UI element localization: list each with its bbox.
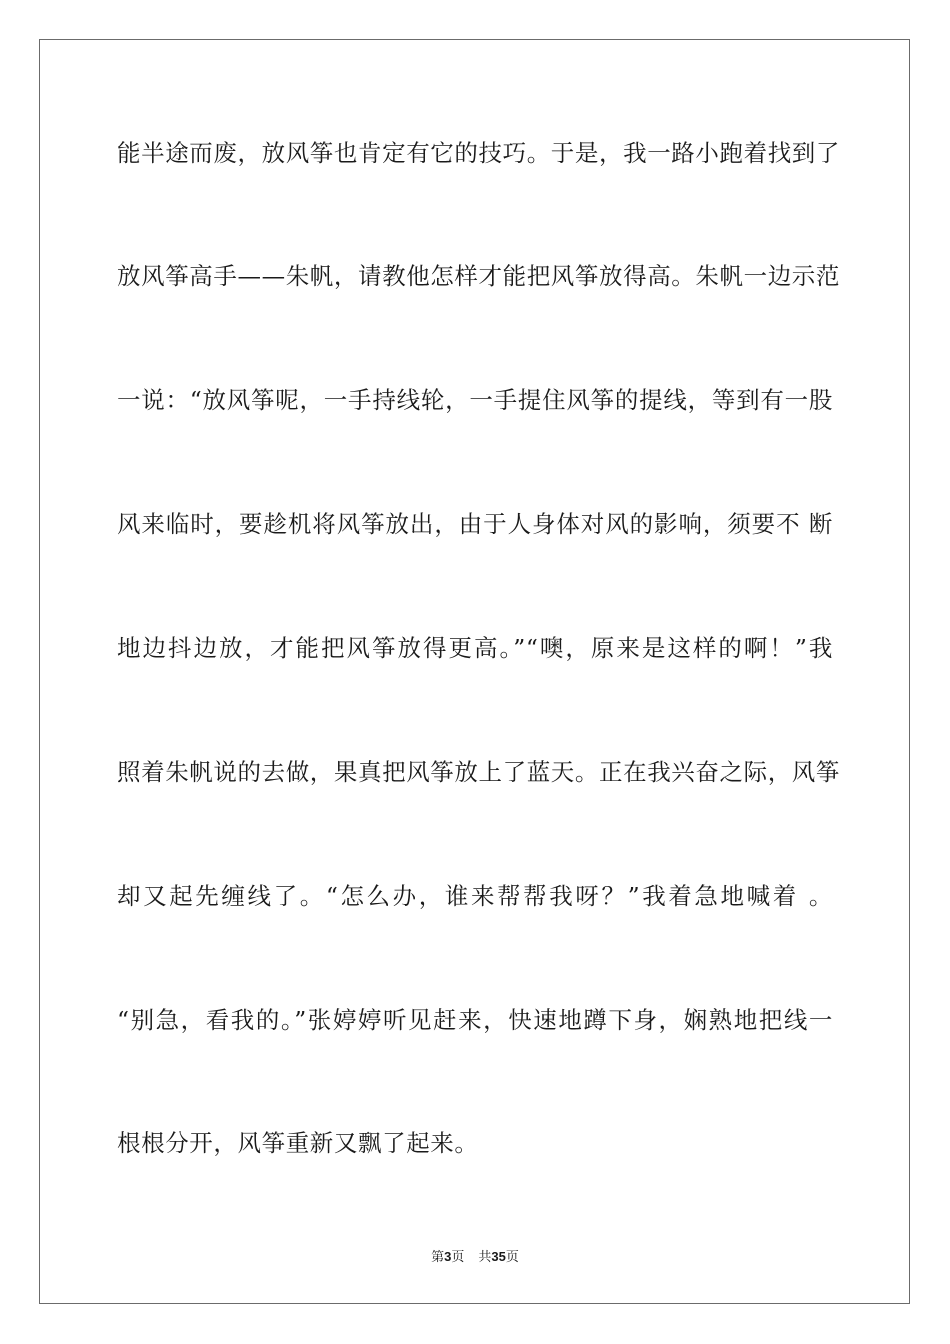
paragraph-line: 一说：“放风筝呢，一手持线轮，一手提住风筝的提线，等到有一股 [117, 386, 833, 414]
paragraph-line: 放风筝高手——朱帆，请教他怎样才能把风筝放得高。朱帆一边示范 [117, 262, 840, 290]
paragraph-line: 却又起先缠线了。“怎么办，谁来帮帮我呀？”我着急地喊着 。 [117, 882, 833, 910]
paragraph-line: 风来临时，要趁机将风筝放出，由于人身体对风的影响，须要不 断 [117, 510, 833, 538]
total-prefix: 共 [478, 1250, 492, 1265]
total-pages: 35 [491, 1249, 506, 1264]
paragraph-line: 根根分开，风筝重新又飘了起来。 [117, 1129, 479, 1157]
paragraph-line: 地边抖边放，才能把风筝放得更高。”“噢，原来是这样的啊！”我 [117, 634, 833, 662]
page-suffix: 页 [451, 1250, 465, 1265]
page-number: 3 [444, 1249, 452, 1264]
paragraph-line: “别急，看我的。”张婷婷听见赶来，快速地蹲下身，娴熟地把线一 [117, 1006, 833, 1034]
page-border [39, 39, 910, 1304]
total-suffix: 页 [505, 1250, 519, 1265]
page-prefix: 第 [431, 1250, 445, 1265]
page-footer [0, 1246, 950, 1265]
paragraph-line: 能半途而废，放风筝也肯定有它的技巧。于是，我一路小跑着找到了 [117, 139, 840, 167]
paragraph-line: 照着朱帆说的去做，果真把风筝放上了蓝天。正在我兴奋之际，风筝 [117, 758, 840, 786]
